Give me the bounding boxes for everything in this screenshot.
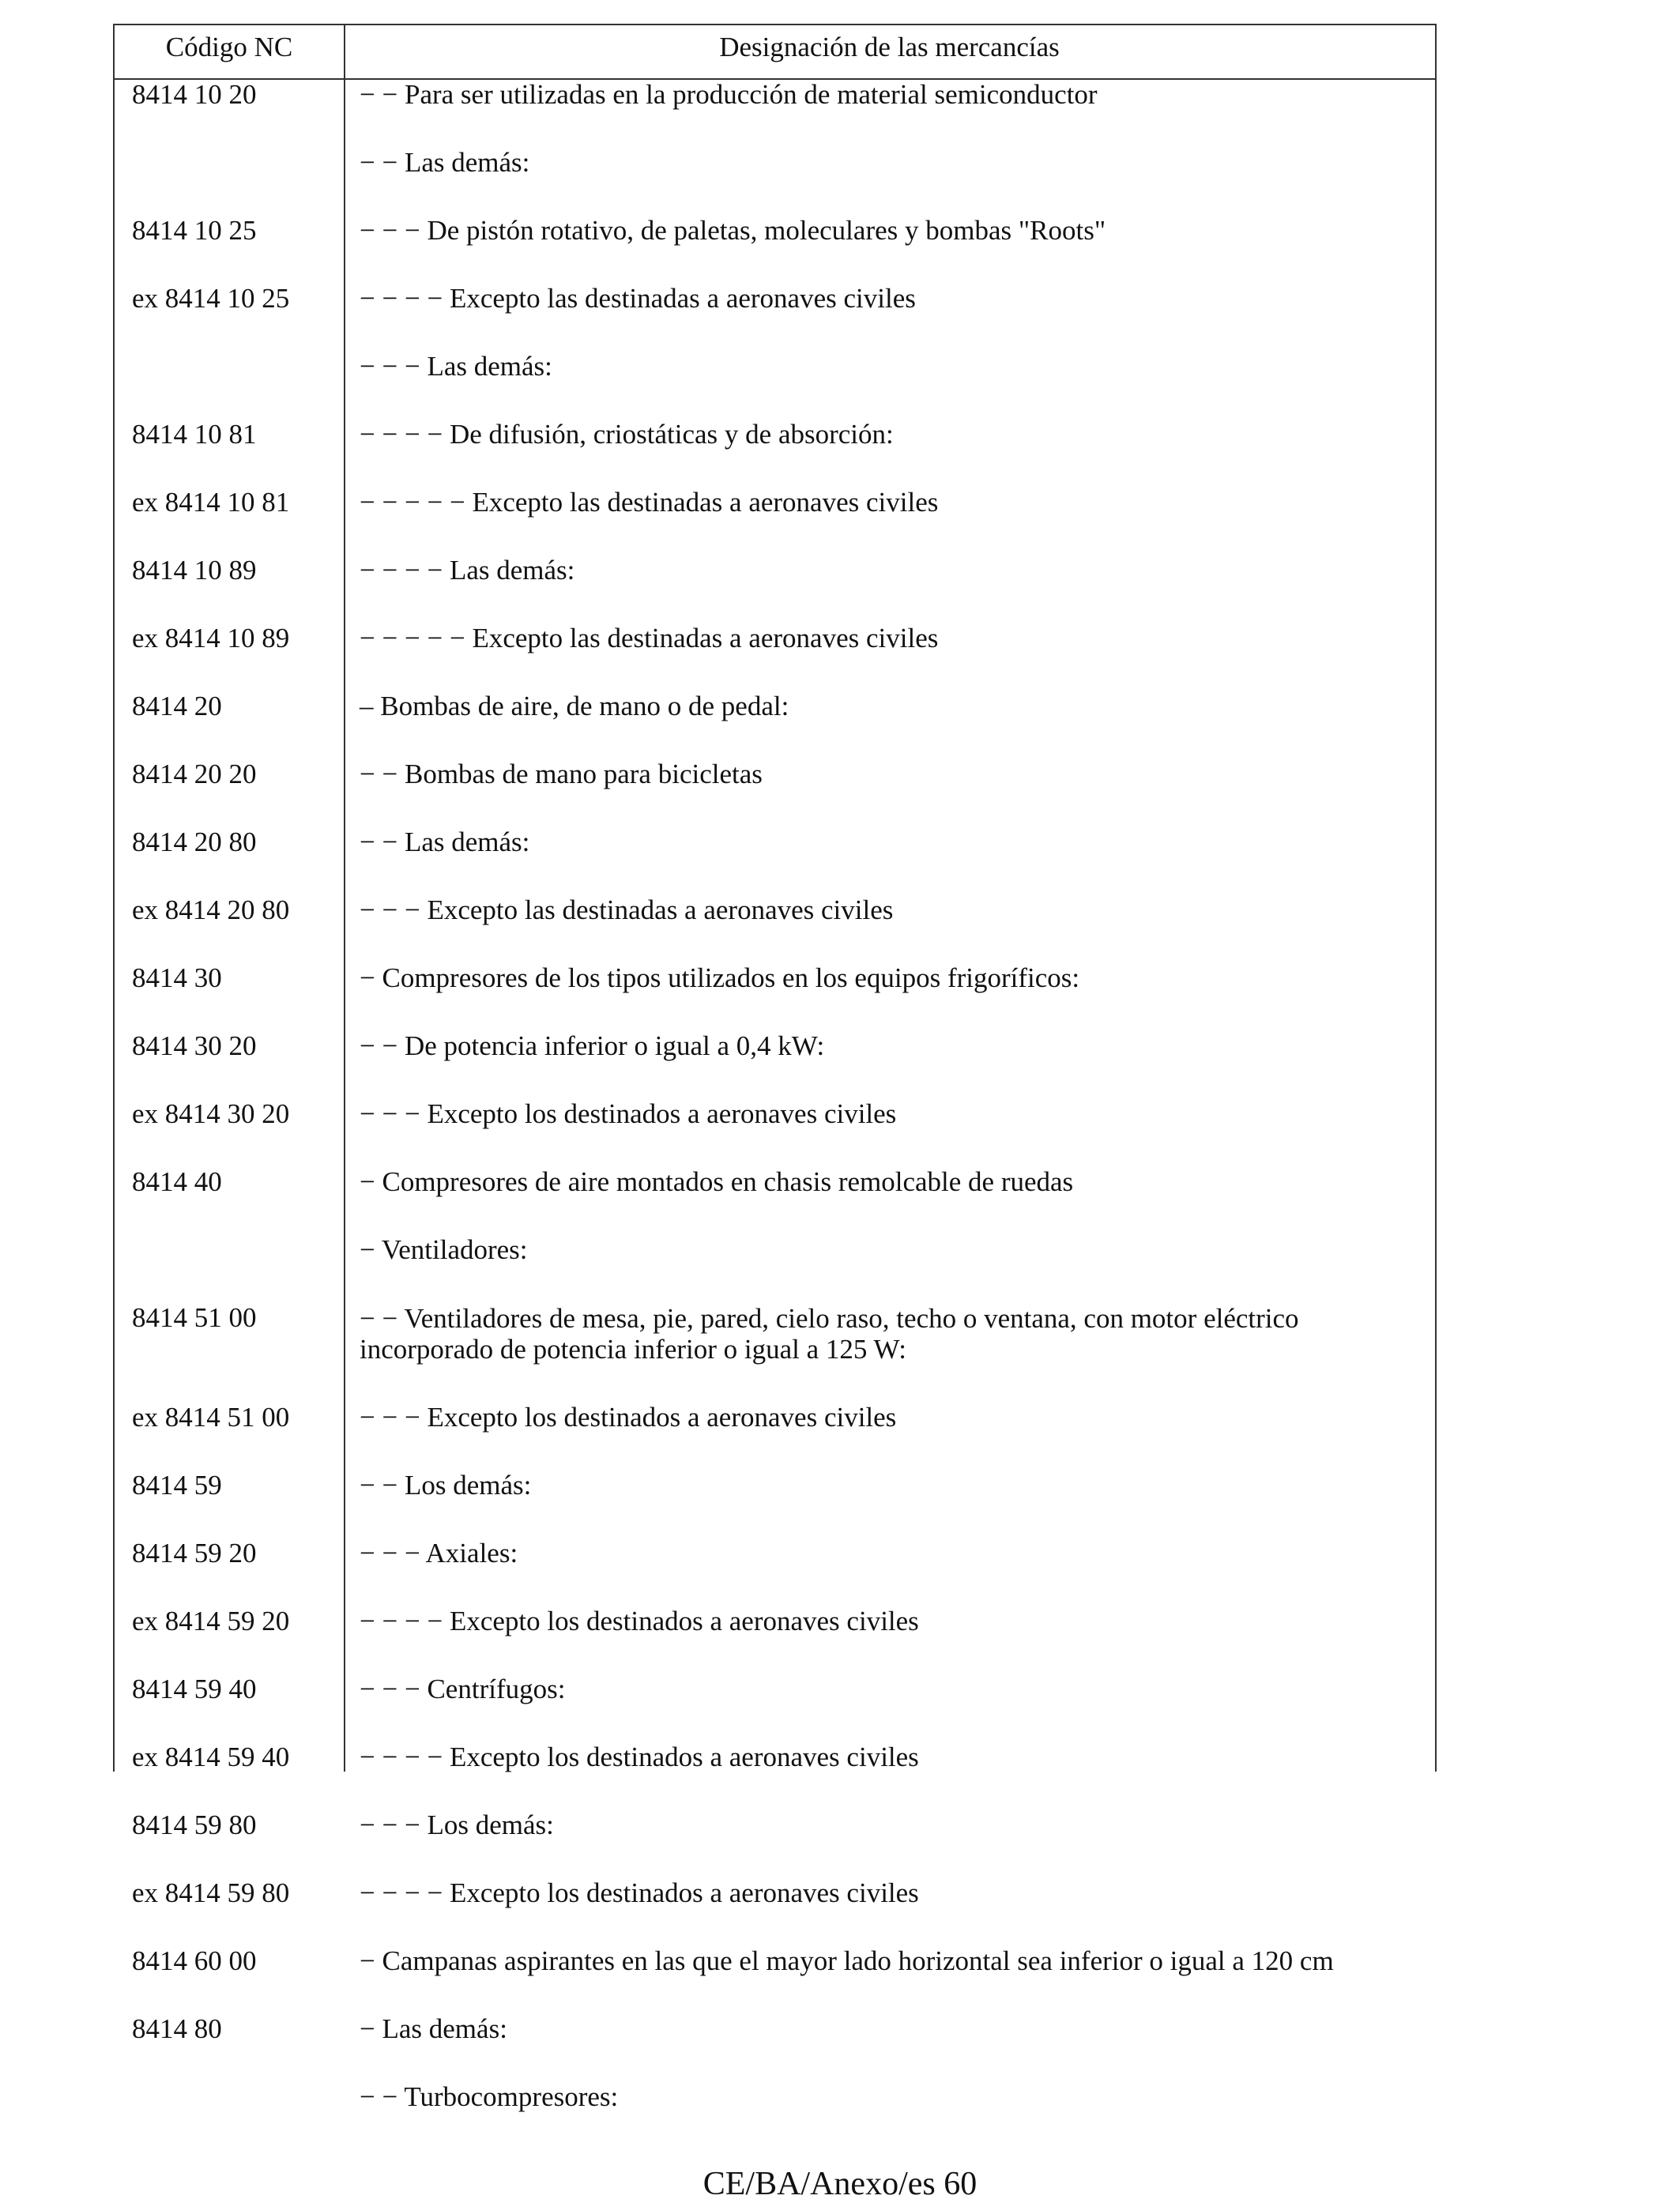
description-cell: − − − Los demás: <box>360 1809 554 1840</box>
cn-code-cell: 8414 20 20 <box>132 759 257 789</box>
description-cell: − − De potencia inferior o igual a 0,4 kW: <box>360 1030 825 1061</box>
description-cell: − − Para ser utilizadas en la producción de material semiconductor <box>360 79 1098 110</box>
table-row <box>115 246 1435 314</box>
table-row <box>115 450 1435 518</box>
table-row <box>115 1433 1435 1501</box>
cn-code-cell: 8414 20 <box>132 691 222 721</box>
header-description: Designación de las mercancías <box>719 32 1060 62</box>
description-cell: − Ventiladores: <box>360 1234 528 1265</box>
cn-code-cell: ex 8414 10 25 <box>132 283 290 314</box>
table-row <box>115 1501 1435 1568</box>
table-row <box>115 1265 1435 1365</box>
table-row <box>115 1840 1435 1908</box>
cn-code-cell: 8414 30 <box>132 962 222 993</box>
table-row <box>115 1061 1435 1129</box>
table-row <box>115 993 1435 1061</box>
cn-code-cell: 8414 59 40 <box>132 1674 257 1704</box>
cn-code-cell: 8414 10 89 <box>132 555 257 586</box>
table-row <box>115 925 1435 993</box>
table-row <box>115 42 1435 110</box>
description-cell: − − − − Excepto los destinados a aeronaves civiles <box>360 1742 919 1772</box>
cn-code-cell: 8414 59 <box>132 1470 222 1501</box>
description-cell: − − − Excepto los destinados a aeronaves civiles <box>360 1098 897 1129</box>
description-cell: − − − − − Excepto las destinadas a aeronaves civiles <box>360 623 939 653</box>
description-cell: − − Ventiladores de mesa, pie, pared, cielo raso, techo o ventana, con motor eléctrico incorporado de potencia inferior o igual a 125 W: <box>360 1303 1299 1365</box>
description-cell: − − − Excepto los destinados a aeronaves civiles <box>360 1402 897 1433</box>
cn-code-cell: ex 8414 59 80 <box>132 1877 290 1908</box>
description-cell: − − Bombas de mano para bicicletas <box>360 759 763 789</box>
description-cell: − Las demás: <box>360 2013 507 2044</box>
table-row <box>115 382 1435 450</box>
cn-code-cell: 8414 60 00 <box>132 1945 257 1976</box>
table-row <box>115 1908 1435 1976</box>
table-row <box>115 586 1435 653</box>
table-row <box>115 110 1435 178</box>
cn-code-cell: 8414 10 81 <box>132 419 257 450</box>
description-cell: − − − − Excepto las destinadas a aeronaves civiles <box>360 283 916 314</box>
cn-code-cell <box>115 110 344 178</box>
description-cell: − − Turbocompresores: <box>360 2081 619 2112</box>
table-row <box>115 1704 1435 1772</box>
cn-code-cell <box>115 314 344 382</box>
cn-code-cell: 8414 80 <box>132 2013 222 2044</box>
cn-code-cell: 8414 30 20 <box>132 1030 257 1061</box>
description-cell: − − − − Excepto los destinados a aeronaves civiles <box>360 1877 919 1908</box>
description-cell: − − − Las demás: <box>360 351 552 382</box>
description-cell: – Bombas de aire, de mano o de pedal: <box>360 691 789 721</box>
description-cell: − − − Axiales: <box>360 1538 518 1568</box>
table-row <box>115 857 1435 925</box>
table-row <box>115 789 1435 857</box>
cn-code-cell: ex 8414 10 89 <box>132 623 290 653</box>
table-row <box>115 1772 1435 1840</box>
table-row <box>115 314 1435 382</box>
table-row <box>115 1976 1435 2044</box>
cn-code-cell: 8414 40 <box>132 1166 222 1197</box>
table-body <box>115 80 1435 2112</box>
description-cell: − Compresores de los tipos utilizados en los equipos frigoríficos: <box>360 962 1080 993</box>
cn-code-cell: ex 8414 59 40 <box>132 1742 290 1772</box>
description-cell: − − − − Excepto los destinados a aeronaves civiles <box>360 1606 919 1636</box>
description-cell: − − − − Las demás: <box>360 555 575 586</box>
cn-code-cell: ex 8414 51 00 <box>132 1402 290 1433</box>
cn-code-cell: 8414 20 80 <box>132 827 257 857</box>
table-row <box>115 2044 1435 2112</box>
description-cell: − − − De pistón rotativo, de paletas, moleculares y bombas "Roots" <box>360 215 1106 246</box>
table-row <box>115 653 1435 721</box>
description-cell: − − − Excepto las destinadas a aeronaves civiles <box>360 894 894 925</box>
description-cell: − Compresores de aire montados en chasis remolcable de ruedas <box>360 1166 1074 1197</box>
cn-code-cell: ex 8414 30 20 <box>132 1098 290 1129</box>
cn-code-cell: 8414 59 20 <box>132 1538 257 1568</box>
table-row <box>115 1568 1435 1636</box>
header-code: Código NC <box>165 32 293 62</box>
description-cell: − − − − De difusión, criostáticas y de absorción: <box>360 419 894 450</box>
table-row <box>115 1197 1435 1265</box>
cn-code-cell: ex 8414 20 80 <box>132 894 290 925</box>
description-cell: − Campanas aspirantes en las que el mayor lado horizontal sea inferior o igual a 120 cm <box>360 1945 1334 1976</box>
description-cell: − − − Centrífugos: <box>360 1674 566 1704</box>
cn-code-cell <box>115 1197 344 1265</box>
table-row <box>115 1636 1435 1704</box>
cn-code-cell: ex 8414 10 81 <box>132 487 290 518</box>
goods-table <box>113 24 1437 2112</box>
description-cell: − − − − − Excepto las destinadas a aeronaves civiles <box>360 487 939 518</box>
cn-code-cell <box>115 2044 344 2112</box>
cn-code-cell: 8414 51 00 <box>132 1302 257 1333</box>
description-cell: − − Los demás: <box>360 1470 532 1501</box>
table-row <box>115 1365 1435 1433</box>
description-cell: − − Las demás: <box>360 147 530 178</box>
cn-code-cell: 8414 10 25 <box>132 215 257 246</box>
cn-code-cell: ex 8414 59 20 <box>132 1606 290 1636</box>
table-row <box>115 178 1435 246</box>
page-footer: CE/BA/Anexo/es 60 <box>703 2166 977 2202</box>
cn-code-cell: 8414 59 80 <box>132 1809 257 1840</box>
table-row <box>115 721 1435 789</box>
cn-code-cell: 8414 10 20 <box>132 79 257 110</box>
table-row <box>115 1129 1435 1197</box>
table-row <box>115 518 1435 586</box>
description-cell: − − Las demás: <box>360 827 530 857</box>
